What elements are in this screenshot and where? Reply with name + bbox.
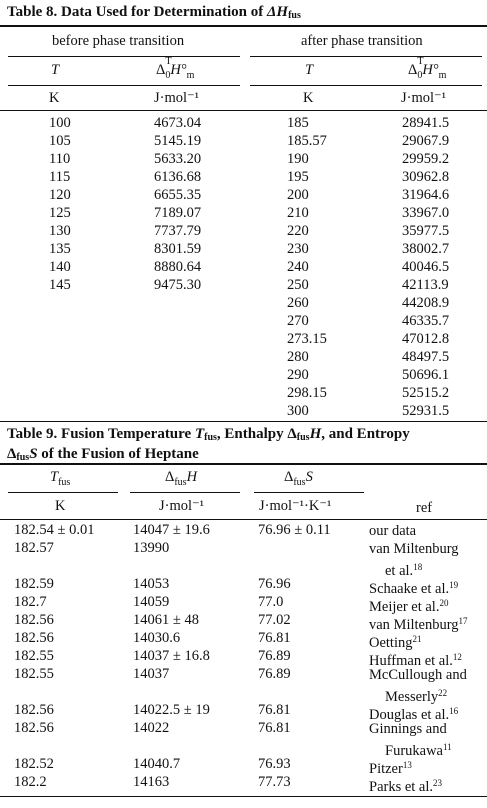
col-header-H-before: Δ T $_0H^\circ_m$ <box>156 56 195 81</box>
t9-cell-T: 182.56 <box>14 630 54 646</box>
before-T-cell: 135 <box>49 241 71 257</box>
after-T-cell: 273.15 <box>287 331 327 347</box>
t9-cell-ref: McCullough and Messerly$^{22}$ <box>369 667 467 705</box>
group-header-before: before phase transition <box>52 33 185 49</box>
after-T-cell: 250 <box>287 277 309 293</box>
after-T-cell: 260 <box>287 295 309 311</box>
after-T-cell: 298.15 <box>287 385 327 401</box>
unit-rule-after <box>250 85 482 86</box>
t9-cell-H: 14047 ± 19.6 <box>133 522 210 538</box>
t9-cell-ref: van Miltenburg$^{17}$ <box>369 616 468 633</box>
after-H-cell: 38002.7 <box>402 241 450 257</box>
before-H-cell: 9475.30 <box>154 277 202 293</box>
table8-title: Table 8. Data Used for Determination of $\Delta H_{fus}$ <box>7 4 301 21</box>
after-T-cell: 280 <box>287 349 309 365</box>
before-H-cell: 4673.04 <box>154 115 202 131</box>
before-H-cell: 5145.19 <box>154 133 202 149</box>
after-H-cell: 44208.9 <box>402 295 450 311</box>
t9-cell-ref: Ginnings and Furukawa$^{11}$ <box>369 721 452 759</box>
t9-cell-ref: our data <box>369 523 417 539</box>
t9-unit-J: J·mol⁻¹ <box>159 498 205 514</box>
t9-cell-T: 182.56 <box>14 720 54 736</box>
before-T-cell: 125 <box>49 205 71 221</box>
before-H-cell: 8301.59 <box>154 241 202 257</box>
t9-cell-T: 182.2 <box>14 774 47 790</box>
t9-cell-S: 76.93 <box>258 756 291 772</box>
before-T-cell: 105 <box>49 133 71 149</box>
after-T-cell: 230 <box>287 241 309 257</box>
before-T-cell: 120 <box>49 187 71 203</box>
t9-cell-H: 14022.5 ± 19 <box>133 702 210 718</box>
after-T-column <box>287 114 327 420</box>
after-T-cell: 195 <box>287 169 309 185</box>
after-H-cell: 29067.9 <box>402 133 450 149</box>
after-H-cell: 50696.1 <box>402 367 450 383</box>
after-T-cell: 270 <box>287 313 309 329</box>
col-header-T-before: T <box>51 62 60 78</box>
before-H-cell: 6655.35 <box>154 187 202 203</box>
t9-cell-ref: Meijer et al.$^{20}$ <box>369 598 449 615</box>
after-H-cell: 52931.5 <box>402 403 450 419</box>
t9-cell-S: 77.73 <box>258 774 291 790</box>
after-T-cell: 290 <box>287 367 309 383</box>
t9-cell-H: 14061 ± 48 <box>133 612 199 628</box>
group-rule-after <box>250 56 482 57</box>
t9-rule-H <box>130 492 240 493</box>
before-T-cell: 110 <box>49 151 71 167</box>
unit-K-before: K <box>49 90 60 106</box>
t9-head-H: $\Delta_{fus}H$ <box>165 469 198 488</box>
unit-J-before: J·mol⁻¹ <box>154 90 200 106</box>
before-T-cell: 140 <box>49 259 71 275</box>
t9-cell-S: 76.96 ± 0.11 <box>258 522 331 538</box>
after-T-cell: 240 <box>287 259 309 275</box>
before-T-cell: 145 <box>49 277 71 293</box>
after-H-cell: 48497.5 <box>402 349 450 365</box>
t9-unit-JK: J·mol⁻¹·K⁻¹ <box>259 498 332 514</box>
t9-cell-T: 182.56 <box>14 612 54 628</box>
t9-cell-S: 76.81 <box>258 702 291 718</box>
t9-cell-S: 77.02 <box>258 612 291 628</box>
after-T-cell: 210 <box>287 205 309 221</box>
t9-cell-T: 182.55 <box>14 648 54 664</box>
t9-cell-T: 182.59 <box>14 576 54 592</box>
before-H-cell: 6136.68 <box>154 169 202 185</box>
after-H-cell: 31964.6 <box>402 187 450 203</box>
t9-unit-K: K <box>55 498 66 514</box>
table9-header-rule <box>0 519 487 520</box>
after-H-column <box>402 114 449 420</box>
t9-cell-S: 76.81 <box>258 630 291 646</box>
t9-head-T: $T_{fus}$ <box>50 469 71 488</box>
t9-cell-T: 182.55 <box>14 666 54 682</box>
before-H-cell: 7189.07 <box>154 205 202 221</box>
col-header-T-after: T <box>305 62 314 78</box>
t9-head-S: $\Delta_{fus}S$ <box>284 469 313 488</box>
t9-cell-ref: Parks et al.$^{23}$ <box>369 778 443 795</box>
before-T-cell: 100 <box>49 115 71 131</box>
t9-cell-ref: Huffman et al.$^{12}$ <box>369 652 462 669</box>
t9-cell-ref: Pitzer$^{13}$ <box>369 760 412 777</box>
before-H-column <box>154 114 201 294</box>
t9-cell-S: 76.96 <box>258 576 291 592</box>
t9-cell-ref: Schaake et al.$^{19}$ <box>369 580 459 597</box>
before-H-cell: 8880.64 <box>154 259 202 275</box>
group-rule-before <box>8 56 240 57</box>
table9-title: Table 9. Fusion Temperature $T_{fus}$, Enthalpy $\Delta_{fus}H$, and Entropy $\Delta_{fus}S$ of the Fusion of Heptane <box>7 426 410 463</box>
before-T-column <box>49 114 71 294</box>
table9-top-rule <box>0 463 487 465</box>
t9-unit-ref: ref <box>416 500 433 516</box>
after-H-cell: 40046.5 <box>402 259 450 275</box>
unit-rule-before <box>8 85 240 86</box>
t9-cell-H: 14059 <box>133 594 170 610</box>
col-header-H-after: Δ T $_0H^\circ_m$ <box>408 56 447 81</box>
t9-cell-S: 76.89 <box>258 648 291 664</box>
t9-cell-H: 14022 <box>133 720 170 736</box>
after-H-cell: 28941.5 <box>402 115 450 131</box>
after-T-cell: 185.57 <box>287 133 327 149</box>
before-T-cell: 115 <box>49 169 71 185</box>
t9-cell-T: 182.54 ± 0.01 <box>14 522 95 538</box>
unit-J-after: J·mol⁻¹ <box>401 90 447 106</box>
before-T-cell: 130 <box>49 223 71 239</box>
after-H-cell: 47012.8 <box>402 331 450 347</box>
after-T-cell: 200 <box>287 187 309 203</box>
table8-top-rule <box>0 25 487 27</box>
t9-cell-H: 13990 <box>133 540 170 556</box>
after-H-cell: 52515.2 <box>402 385 450 401</box>
t9-rule-S <box>254 492 364 493</box>
t9-cell-T: 182.7 <box>14 594 47 610</box>
t9-cell-ref: van Miltenburg et al.$^{18}$ <box>369 541 459 579</box>
t9-cell-H: 14037 ± 16.8 <box>133 648 210 664</box>
table8-bottom-rule <box>0 421 487 422</box>
t9-cell-T: 182.56 <box>14 702 54 718</box>
after-H-cell: 29959.2 <box>402 151 450 167</box>
t9-cell-T: 182.57 <box>14 540 54 556</box>
after-H-cell: 35977.5 <box>402 223 450 239</box>
t9-cell-ref: Douglas et al.$^{16}$ <box>369 706 459 723</box>
after-H-cell: 33967.0 <box>402 205 450 221</box>
t9-cell-S: 76.81 <box>258 720 291 736</box>
after-T-cell: 300 <box>287 403 309 419</box>
t9-cell-S: 77.0 <box>258 594 284 610</box>
t9-cell-T: 182.52 <box>14 756 54 772</box>
after-H-cell: 46335.7 <box>402 313 450 329</box>
after-T-cell: 185 <box>287 115 309 131</box>
after-T-cell: 190 <box>287 151 309 167</box>
table8-header-rule <box>0 110 487 111</box>
t9-cell-H: 14030.6 <box>133 630 181 646</box>
before-H-cell: 5633.20 <box>154 151 202 167</box>
table9-bottom-rule <box>0 796 487 797</box>
after-H-cell: 30962.8 <box>402 169 450 185</box>
group-header-after: after phase transition <box>301 33 423 49</box>
t9-cell-ref: Oetting$^{21}$ <box>369 634 422 651</box>
after-T-cell: 220 <box>287 223 309 239</box>
t9-rule-T <box>8 492 118 493</box>
unit-K-after: K <box>303 90 314 106</box>
t9-cell-H: 14163 <box>133 774 170 790</box>
before-H-cell: 7737.79 <box>154 223 202 239</box>
after-H-cell: 42113.9 <box>402 277 449 293</box>
t9-cell-H: 14037 <box>133 666 170 682</box>
t9-cell-H: 14040.7 <box>133 756 181 772</box>
t9-cell-S: 76.89 <box>258 666 291 682</box>
t9-cell-H: 14053 <box>133 576 170 592</box>
